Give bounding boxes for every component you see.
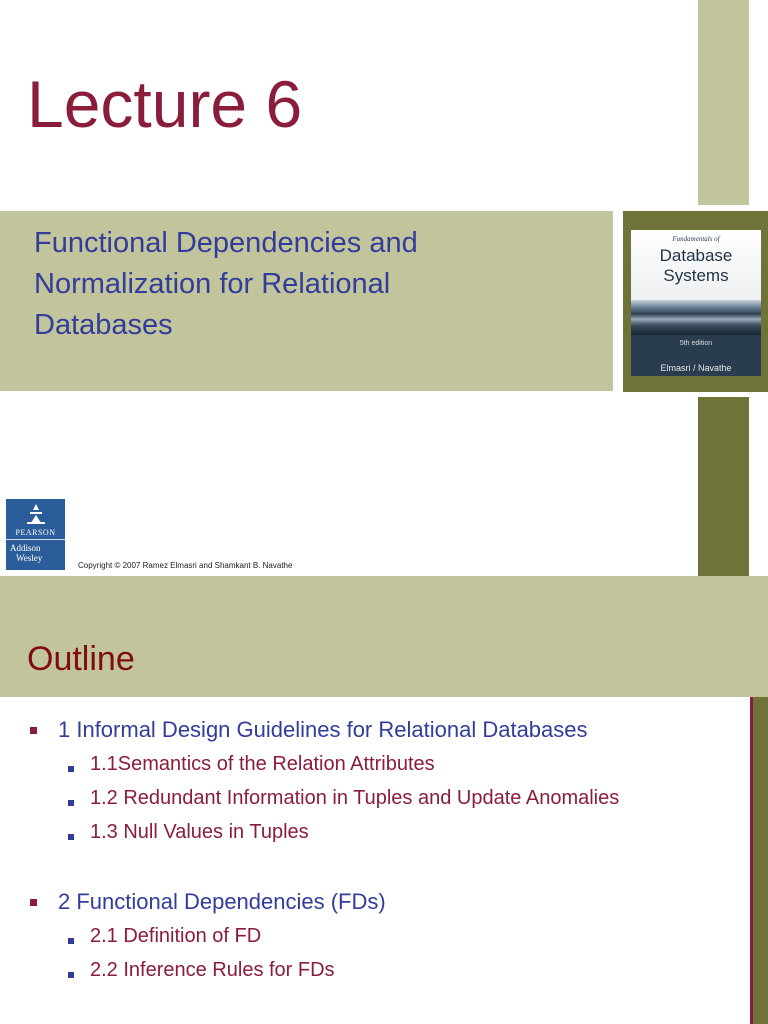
book-cover-image bbox=[631, 230, 761, 376]
subtitle-line: Databases bbox=[34, 309, 173, 341]
logo-imprint-line: Addison bbox=[10, 543, 41, 553]
bullet-icon bbox=[30, 727, 37, 734]
book-title-line: Database bbox=[659, 246, 733, 265]
sub-bullet-icon bbox=[68, 972, 74, 978]
decor-bar-top bbox=[698, 0, 749, 205]
sub-bullet-icon bbox=[68, 800, 74, 806]
outline-subitem: 2.1 Definition of FD bbox=[90, 925, 262, 947]
outline-item: 1 Informal Design Guidelines for Relational Databases bbox=[58, 717, 588, 742]
book-cover-stripes bbox=[631, 300, 761, 335]
book-title bbox=[631, 246, 761, 286]
sub-bullet-icon bbox=[68, 938, 74, 944]
outline-subitem: 1.3 Null Values in Tuples bbox=[90, 821, 309, 843]
outline-subitem: 1.2 Redundant Information in Tuples and Update Anomalies bbox=[90, 787, 620, 809]
slide-title: Lecture 6 bbox=[27, 67, 303, 141]
publisher-logo bbox=[6, 499, 65, 570]
subtitle-line: Normalization for Relational bbox=[34, 268, 391, 300]
decor-edge-line bbox=[750, 697, 753, 1024]
outline-subitem: 2.2 Inference Rules for FDs bbox=[90, 959, 335, 981]
outline-subitem: 1.1Semantics of the Relation Attributes bbox=[90, 753, 435, 775]
book-series: Fundamentals of bbox=[672, 235, 720, 243]
book-edition: 5th edition bbox=[679, 340, 713, 347]
slide-title: Outline bbox=[27, 640, 135, 678]
outline-item: 2 Functional Dependencies (FDs) bbox=[58, 889, 386, 914]
sub-bullet-icon bbox=[68, 766, 74, 772]
outline-slide bbox=[0, 576, 768, 1024]
logo-imprint bbox=[10, 543, 65, 563]
logo-imprint-line: Wesley bbox=[16, 553, 43, 563]
book-authors: Elmasri / Navathe bbox=[660, 363, 732, 373]
logo-brand: PEARSON bbox=[6, 528, 65, 540]
subtitle-line: Functional Dependencies and bbox=[34, 227, 418, 259]
bullet-icon bbox=[30, 899, 37, 906]
decor-bar-middle bbox=[698, 397, 749, 576]
slide-subtitle bbox=[34, 223, 594, 346]
book-title-line: Systems bbox=[663, 266, 729, 285]
pearson-logo-icon bbox=[25, 504, 47, 524]
decor-edge-bar bbox=[752, 697, 768, 1024]
copyright-notice: Copyright © 2007 Ramez Elmasri and Shamkant B. Navathe bbox=[78, 561, 293, 570]
sub-bullet-icon bbox=[68, 834, 74, 840]
